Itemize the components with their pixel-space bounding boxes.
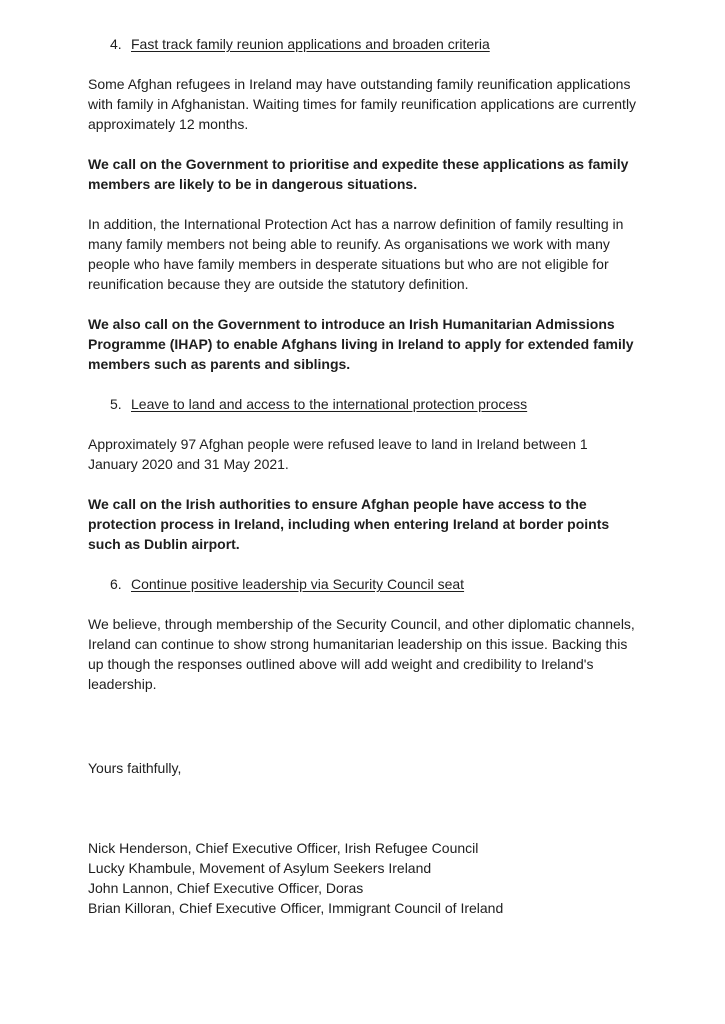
section-heading-family-reunion: Fast track family reunion applications and broaden criteria — [131, 36, 490, 52]
list-number-6: 6. — [110, 576, 122, 592]
valediction: Yours faithfully, — [88, 760, 182, 776]
paragraph-leave-to-land-1: Approximately 97 Afghan people were refused leave to land in Ireland between 1 January 2020 and 31 May 2021. — [88, 436, 588, 472]
paragraph-security-council-1: We believe, through membership of the Security Council, and other diplomatic channels, Ireland can continue to show strong humanitarian leadership on this issue. Backing this up though the responses outlined above will add weight and credibility to Ireland's leadership. — [88, 616, 635, 692]
signature-block — [88, 838, 637, 918]
paragraph-family-reunion-2: In addition, the International Protection Act has a narrow definition of family resulting in many family members not being able to reunify. As organisations we work with many people who have family members in desperate situations but who are not eligible for reunification because they are outside the statutory definition. — [88, 216, 624, 292]
list-number-5: 5. — [110, 396, 122, 412]
section-heading-leave-to-land: Leave to land and access to the international protection process — [131, 396, 528, 412]
call-to-action-family-reunion-2: We also call on the Government to introduce an Irish Humanitarian Admissions Programme (IHAP) to enable Afghans living in Ireland to apply for extended family members such as parents and siblings. — [88, 316, 634, 372]
list-number-4: 4. — [110, 36, 122, 52]
signatory-4: Brian Killoran, Chief Executive Officer, Immigrant Council of Ireland — [88, 900, 504, 916]
signatory-2: Lucky Khambule, Movement of Asylum Seekers Ireland — [88, 860, 432, 876]
section-heading-security-council: Continue positive leadership via Security Council seat — [131, 576, 465, 592]
call-to-action-family-reunion-1: We call on the Government to prioritise and expedite these applications as family members are likely to be in dangerous situations. — [88, 156, 629, 192]
signatory-3: John Lannon, Chief Executive Officer, Doras — [88, 880, 364, 896]
signatory-1: Nick Henderson, Chief Executive Officer, Irish Refugee Council — [88, 840, 479, 856]
numbered-heading-leave-to-land — [88, 394, 637, 414]
call-to-action-leave-to-land-1: We call on the Irish authorities to ensure Afghan people have access to the protection process in Ireland, including when entering Ireland at border points such as Dublin airport. — [88, 496, 610, 552]
paragraph-family-reunion-1: Some Afghan refugees in Ireland may have outstanding family reunification applications with family in Afghanistan. Waiting times for family reunification applications are currently approximately 12 months. — [88, 76, 637, 132]
numbered-heading-family-reunion — [88, 34, 637, 54]
numbered-heading-security-council — [88, 574, 637, 594]
